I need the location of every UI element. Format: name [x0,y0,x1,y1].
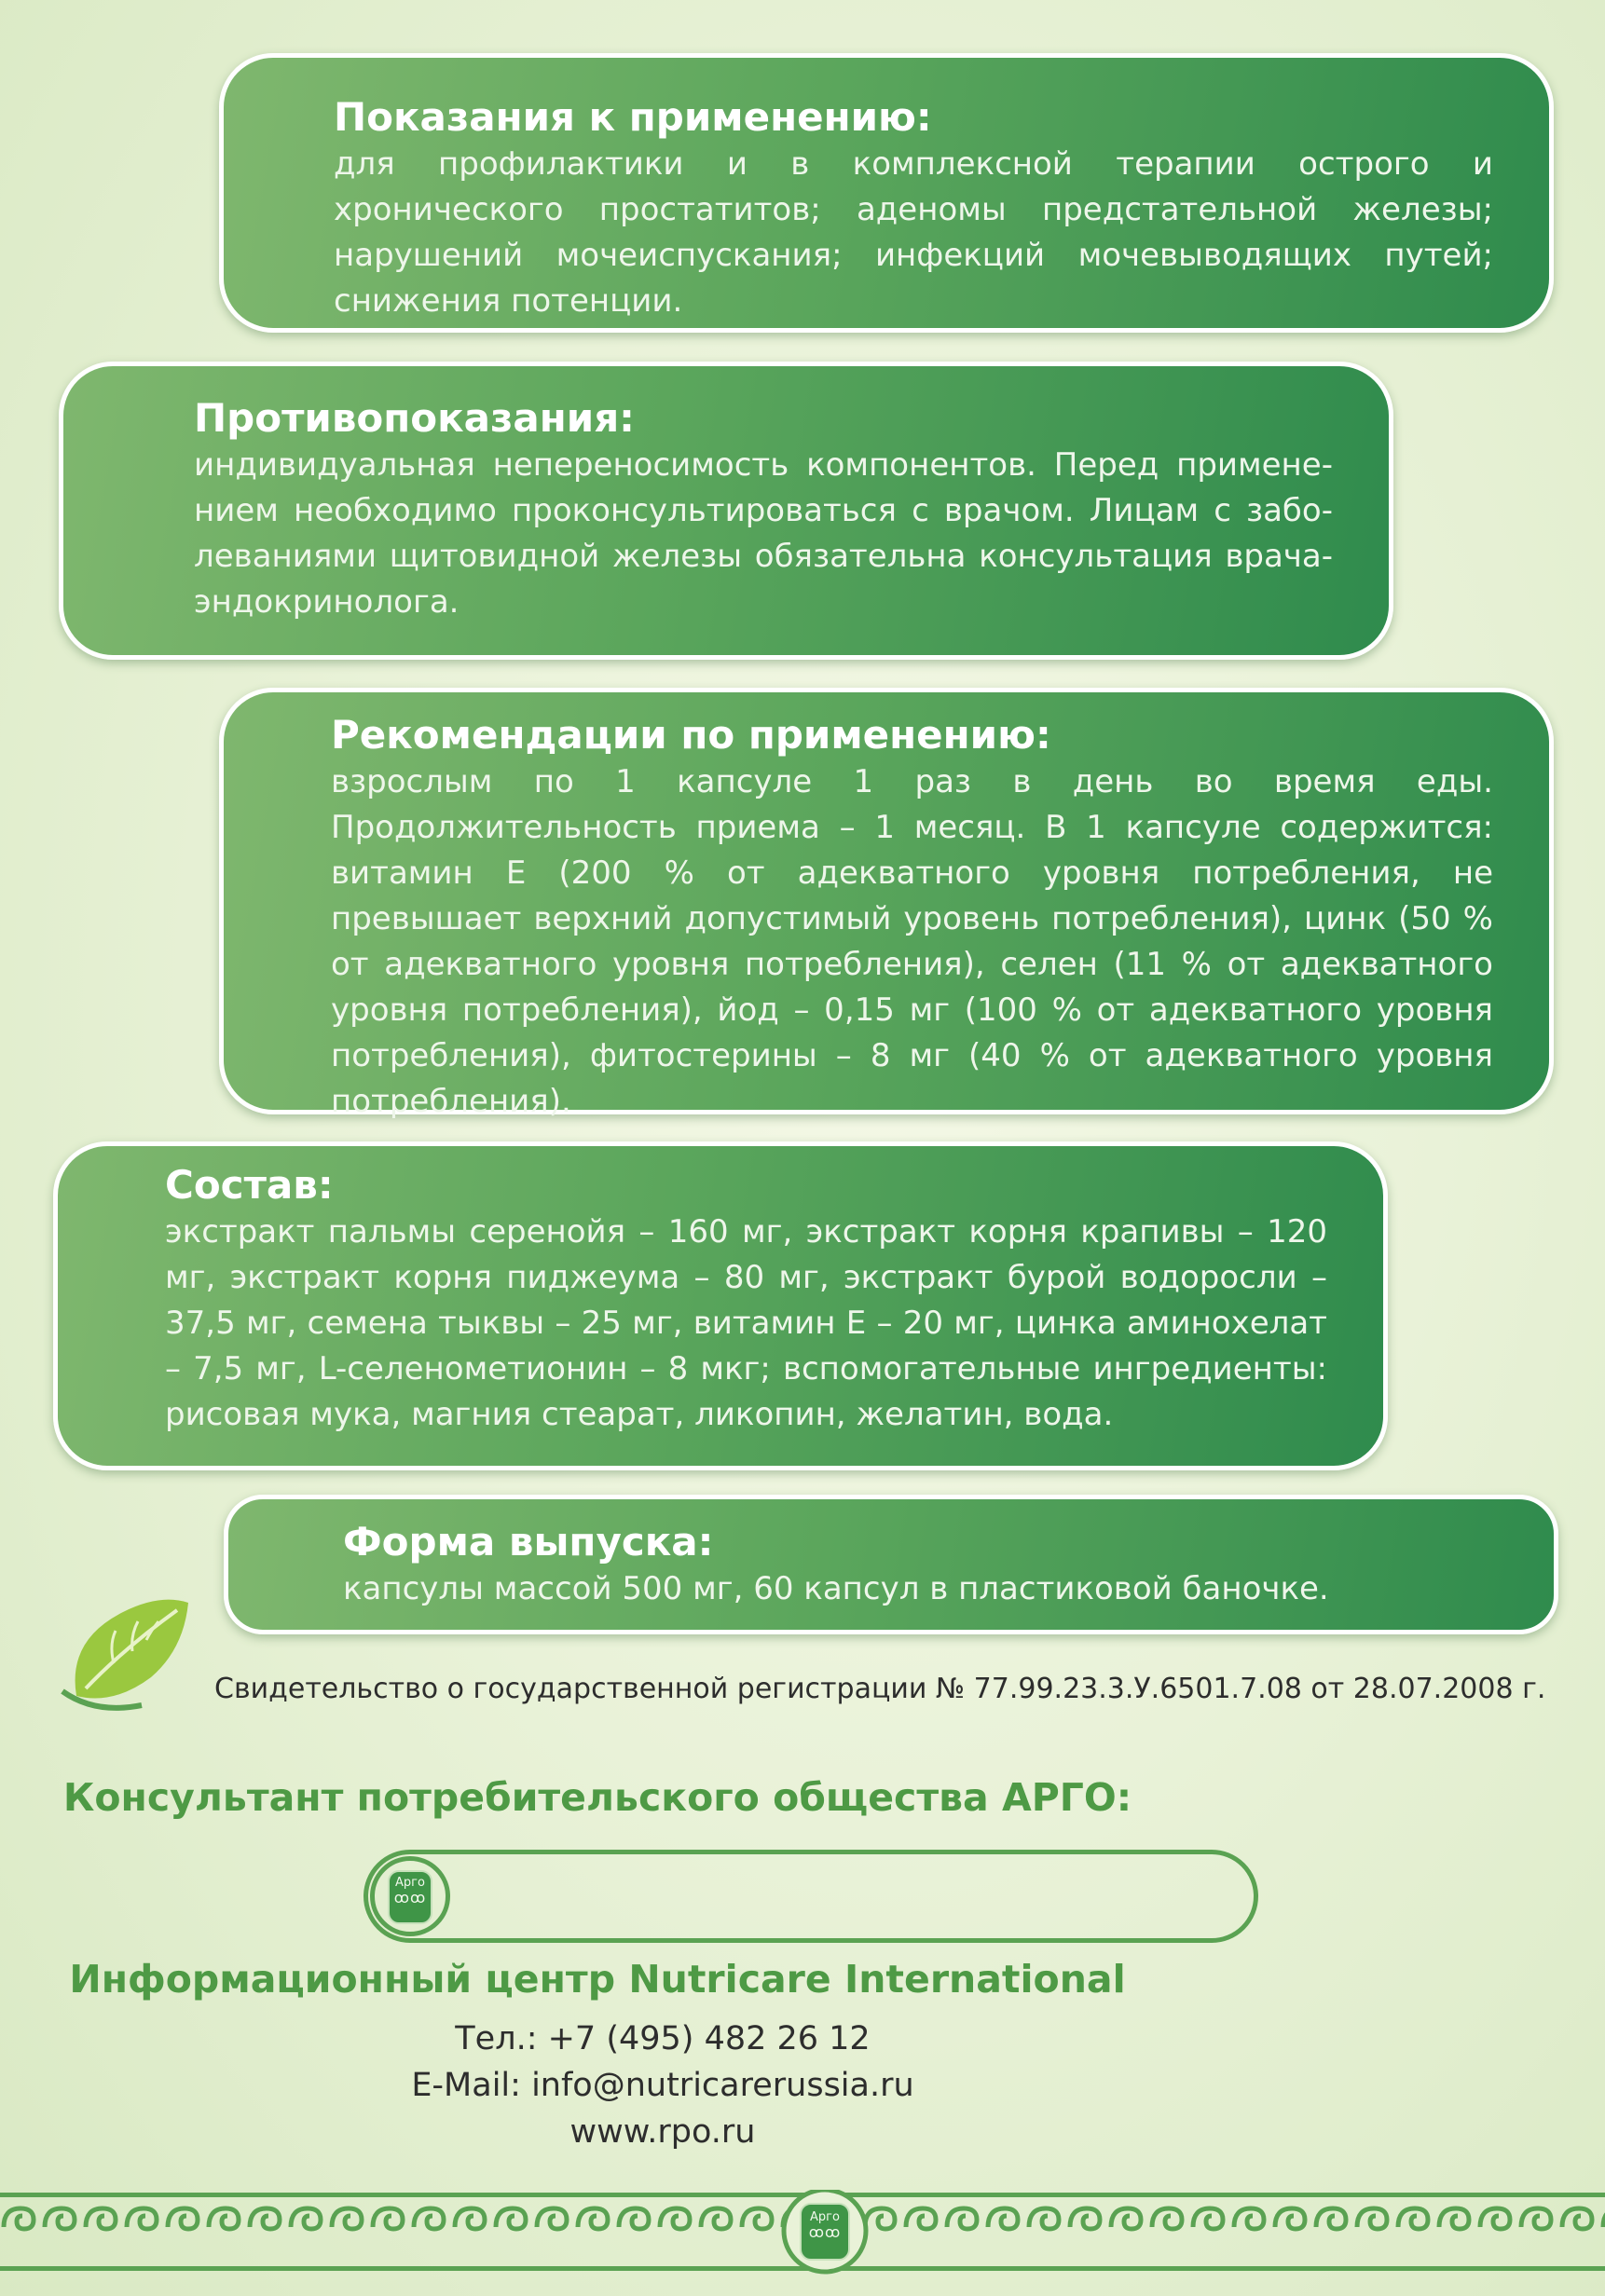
indications-title: Показания к применению: [334,94,932,140]
release-form-panel [224,1495,1558,1634]
argo-logo [388,1870,432,1924]
consultant-heading: Консультант потребительского общества АРГО: [62,1775,1132,1820]
indications-text: для профилактики и в комплексной терапии острого и хронического простатитов; аденомы предстательной железы; нарушений мочеиспускания; инфекций мочевыводящих путей; снижения потенции. [334,145,1493,320]
info-center-heading: Информационный центр Nutricare International [69,1957,1126,2002]
composition-panel [53,1141,1388,1470]
usage-recommendations-text: взрослым по 1 капсуле 1 раз в день во время еды. Продолжительность приема – 1 месяц. В 1 капсуле содержится: витамин Е (200 % от адекватного уровня потребления, не превышает верхний допустимый уровень потребления), цинк (50 % от адекватного уровня потребления), селен (11 % от адекватного уровня потребления), йод – 0,15 мг (100 % от адекватного уровня потребления), фитостерины – 8 мг (40 % от адекватного уровня потребления). [331,763,1493,1120]
indications-panel [219,53,1554,333]
release-form-text: капсулы массой 500 мг, 60 капсул в пластиковой баночке. [343,1570,1329,1607]
email-address: E-Mail: info@nutricarerussia.ru [411,2067,914,2104]
wave-icon: ꝏꝏ [393,1889,427,1906]
contraindications-text: индивидуальная непереносимость компонентов. Перед применением необходимо проконсультироваться с врачом. Лицам с заболеваниями щитовидной железы обязательна консультация врача-эндокринолога. [194,446,1333,621]
phone-number: Тел.: +7 (495) 482 26 12 [455,2020,871,2057]
argo-footer-logo [800,2203,850,2261]
composition-title: Состав: [165,1162,334,1208]
contraindications-panel [59,362,1393,660]
argo-logo-text: Арго [395,1876,425,1890]
wave-icon: ꝏꝏ [808,2223,842,2241]
usage-recommendations-title: Рекомендации по применению: [331,712,1051,758]
argo-footer-logo-text: Арго [810,2210,840,2224]
contraindications-title: Противопоказания: [194,395,635,441]
consultant-stamp-field [364,1850,1258,1943]
leaf-icon [58,1584,198,1715]
release-form-title: Форма выпуска: [343,1519,714,1565]
argo-logo-ring [370,1856,450,1936]
usage-recommendations-panel [219,688,1554,1120]
website-link: www.rpo.ru [569,2113,756,2151]
composition-text: экстракт пальмы серенойя – 160 мг, экстракт корня крапивы – 120 мг, экстракт корня пиджеума – 80 мг, экстракт бурой водоросли – 37,5 мг, семена тыквы – 25 мг, витамин Е – 20 мг, цинка аминохелат – 7,5 мг, L-селенометионин – 8 мкг; вспомогательные ингредиенты: рисовая мука, магния стеарат, ликопин, желатин, вода. [165,1213,1327,1433]
registration-certificate: Свидетельство о государственной регистрации № 77.99.23.3.У.6501.7.08 от 28.07.2008 г. [214,1673,1546,1705]
